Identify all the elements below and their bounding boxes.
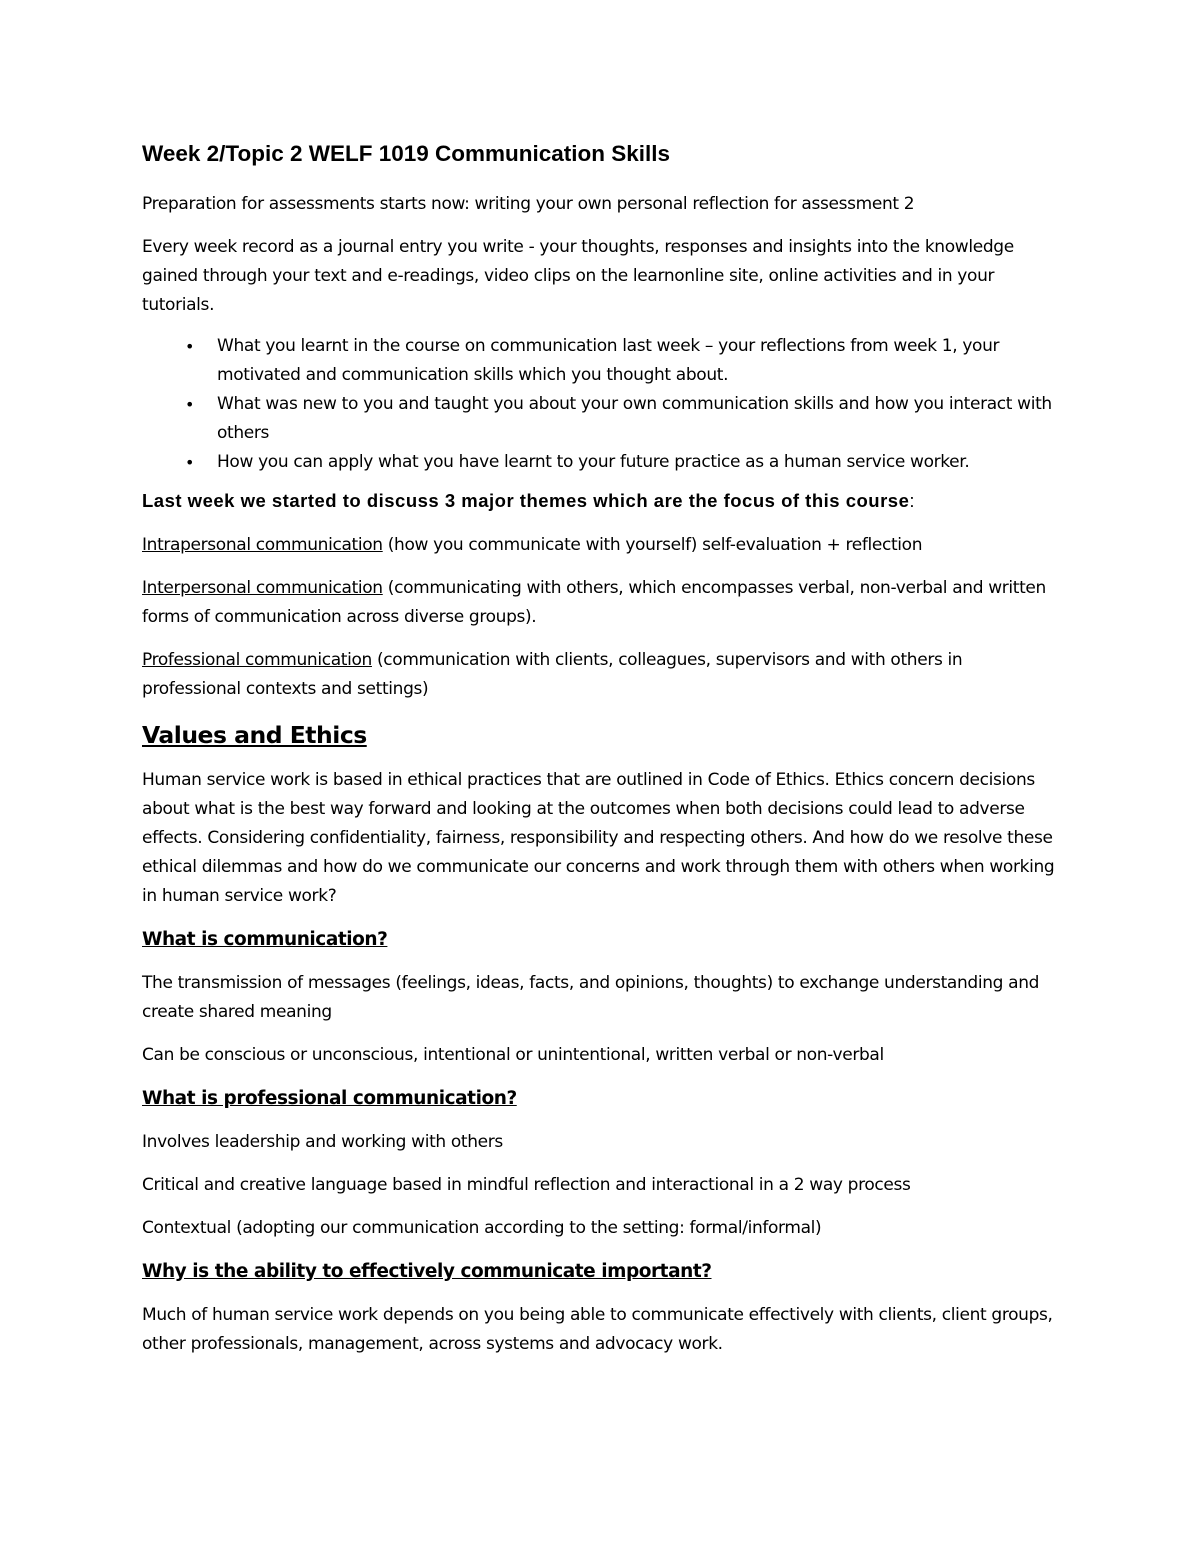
list-item-text: What was new to you and taught you about your own communication skills and how you interact with others (217, 394, 1052, 443)
values-paragraph: Human service work is based in ethical practices that are outlined in Code of Ethics. Ethics concern decisions about what is the best way forward and looking at the outcomes when both decisions could lead to adverse effects. Considering confidentiality, fairness, responsibility and respecting others. And how do we resolve these ethical dilemmas and how do we communicate our concerns and work through them with others when working in human service work? (142, 770, 1055, 906)
themes-heading (142, 487, 1060, 515)
importance-heading: Why is the ability to effectively communicate important? (142, 1261, 712, 1282)
list-item-text: What you learnt in the course on communication last week – your reflections from week 1, your motivated and communication skills which you thought about. (217, 336, 1000, 385)
theme-term: Intrapersonal communication (142, 535, 383, 555)
themes-heading-text: Last week we started to discuss 3 major themes which are the focus of this course (142, 490, 910, 511)
professional-point: Critical and creative language based in mindful reflection and interactional in a 2 way process (142, 1175, 911, 1195)
document-title: Week 2/Topic 2 WELF 1019 Communication Skills (142, 141, 671, 166)
list-item-text: How you can apply what you have learnt to your future practice as a human service worker. (217, 452, 970, 472)
theme-description: (communicating with others, which encompasses verbal, non-verbal and written forms of communication across diverse groups). (142, 578, 1046, 627)
reflection-list (142, 332, 1060, 477)
importance-paragraph: Much of human service work depends on you being able to communicate effectively with clients, client groups, other professionals, management, across systems and advocacy work. (142, 1305, 1053, 1354)
communication-types: Can be conscious or unconscious, intentional or unintentional, written verbal or non-verbal (142, 1045, 884, 1065)
preparation-paragraph: Preparation for assessments starts now: writing your own personal reflection for assessment 2 (142, 194, 915, 214)
theme-term: Interpersonal communication (142, 578, 383, 598)
theme-interpersonal (142, 574, 1060, 632)
communication-heading: What is communication? (142, 929, 388, 950)
theme-intrapersonal (142, 531, 1060, 560)
bullet-icon: • (185, 337, 195, 356)
theme-description: (how you communicate with yourself) self-evaluation + reflection (382, 535, 923, 555)
professional-point: Contextual (adopting our communication according to the setting: formal/informal) (142, 1218, 822, 1238)
list-item (185, 332, 1060, 390)
professional-heading: What is professional communication? (142, 1088, 517, 1109)
bullet-icon: • (185, 453, 195, 472)
list-item (185, 390, 1060, 448)
journal-paragraph: Every week record as a journal entry you write - your thoughts, responses and insights into the knowledge gained through your text and e-readings, video clips on the learnonline site, online activities and in your tutorials. (142, 237, 1014, 315)
theme-professional (142, 646, 1060, 704)
list-item (185, 448, 1060, 477)
theme-description: (communication with clients, colleagues, supervisors and with others in professional contexts and settings) (142, 650, 963, 699)
communication-definition: The transmission of messages (feelings, ideas, facts, and opinions, thoughts) to exchange understanding and create shared meaning (142, 973, 1040, 1022)
theme-term: Professional communication (142, 650, 372, 670)
professional-point: Involves leadership and working with others (142, 1132, 503, 1152)
bullet-icon: • (185, 395, 195, 414)
values-heading: Values and Ethics (142, 721, 367, 749)
themes-heading-colon: : (909, 490, 916, 511)
